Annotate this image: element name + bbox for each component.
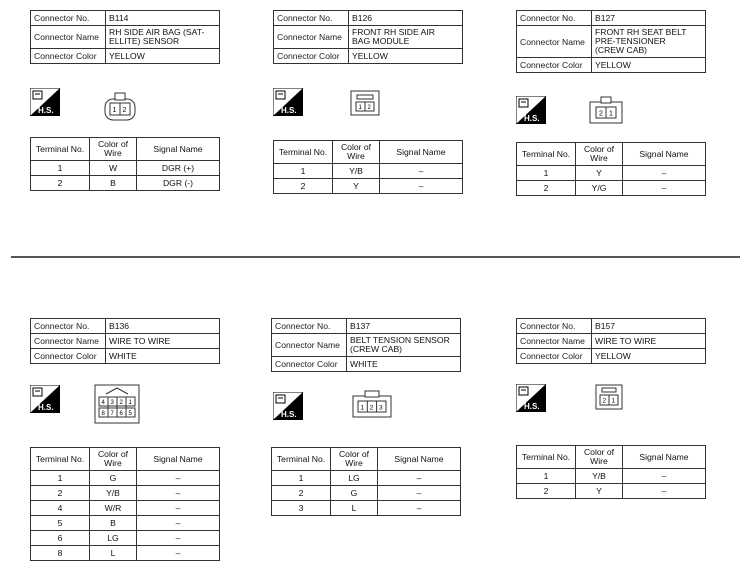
header-line: Color of [583, 144, 615, 154]
connector-name-value [592, 334, 706, 349]
terminal-table [30, 447, 220, 561]
wire-color: Y/B [576, 469, 623, 484]
table-row [274, 179, 463, 194]
info-row-color [31, 349, 220, 364]
terminal-no: 8 [31, 546, 90, 561]
header-line: Color of [97, 449, 129, 459]
connector-color-value: WHITE [106, 349, 220, 364]
pin-label: 3 [110, 400, 114, 406]
wire-color: B [90, 516, 137, 531]
terminal-table [271, 447, 461, 516]
col-signal-name: Signal Name [623, 143, 706, 166]
col-color-of-wire [576, 143, 623, 166]
terminal-table [30, 137, 220, 191]
table-row [517, 469, 706, 484]
label: Connector No. [31, 11, 106, 26]
wire-color: Y/B [333, 164, 380, 179]
table-row [31, 486, 220, 501]
name-line: ELLITE) SENSOR [109, 36, 180, 46]
terminal-no: 1 [517, 166, 576, 181]
signal-name: – [137, 501, 220, 516]
info-row-no [517, 11, 706, 26]
col-color-of-wire [331, 448, 378, 471]
harness-side-icon [516, 384, 546, 412]
pin-label: 3 [379, 404, 383, 412]
header-line: Color of [340, 142, 372, 152]
wire-color: Y/B [90, 486, 137, 501]
connector-info-table [30, 10, 220, 64]
table-row [274, 164, 463, 179]
connector-no-value: B127 [592, 11, 706, 26]
wire-color: Y [333, 179, 380, 194]
col-color-of-wire [90, 448, 137, 471]
info-row-color [272, 357, 461, 372]
table-row [31, 501, 220, 516]
name-line: FRONT RH SIDE AIR [352, 27, 435, 37]
connector-info-table [516, 318, 706, 364]
header-line: Wire [345, 458, 363, 468]
pin-label: 8 [101, 411, 105, 417]
col-terminal-no: Terminal No. [31, 138, 90, 161]
hs-label: H.S. [524, 402, 540, 411]
connector-info-table [30, 318, 220, 364]
header-line: Wire [590, 456, 608, 466]
wire-color: LG [90, 531, 137, 546]
signal-name: – [623, 469, 706, 484]
header-line: Wire [347, 151, 365, 161]
table-row [31, 546, 220, 561]
connector-b137-diagram [352, 390, 392, 418]
col-color-of-wire [90, 138, 137, 161]
label: Connector No. [272, 319, 347, 334]
col-color-of-wire [333, 141, 380, 164]
table-row [517, 181, 706, 196]
label: Connector Name [517, 26, 592, 58]
table-row [31, 531, 220, 546]
hs-label: H.S. [281, 410, 297, 419]
info-row-color [31, 49, 220, 64]
signal-name: DGR (-) [137, 176, 220, 191]
name-line: (CREW CAB) [350, 344, 403, 354]
info-row-no [31, 11, 220, 26]
info-row-no [272, 319, 461, 334]
wire-color: Y/G [576, 181, 623, 196]
info-row-color [517, 58, 706, 73]
name-line: FRONT RH SEAT BELT [595, 27, 687, 37]
name-line: WIRE TO WIRE [595, 335, 657, 346]
terminal-no: 2 [31, 486, 90, 501]
info-row-name [274, 26, 463, 49]
col-terminal-no: Terminal No. [31, 448, 90, 471]
harness-side-icon [516, 96, 546, 124]
table-row [272, 501, 461, 516]
connector-name-value [106, 26, 220, 49]
signal-name: – [137, 546, 220, 561]
connector-b126-panel [273, 10, 463, 64]
terminal-no: 2 [517, 181, 576, 196]
col-terminal-no: Terminal No. [274, 141, 333, 164]
pin-label: 2 [369, 404, 374, 412]
label: Connector No. [31, 319, 106, 334]
signal-name: – [137, 471, 220, 486]
terminal-no: 4 [31, 501, 90, 516]
connector-b127-panel [516, 10, 706, 73]
pin-label: 6 [119, 411, 123, 417]
pin-label: 2 [602, 397, 607, 405]
info-row-no [274, 11, 463, 26]
terminal-no: 2 [31, 176, 90, 191]
signal-name: – [623, 166, 706, 181]
terminal-table-b136 [30, 447, 220, 561]
header-line: Wire [104, 148, 122, 158]
table-row [31, 516, 220, 531]
label: Connector No. [517, 11, 592, 26]
terminal-no: 1 [517, 469, 576, 484]
connector-b137-panel [271, 318, 461, 372]
terminal-no: 1 [272, 471, 331, 486]
col-signal-name: Signal Name [623, 446, 706, 469]
name-line: PRE-TENSIONER [595, 36, 666, 46]
pin-label: 2 [119, 400, 123, 406]
terminal-no: 1 [31, 161, 90, 176]
connector-info-table [273, 10, 463, 64]
info-row-no [517, 319, 706, 334]
connector-b114-diagram [104, 92, 136, 122]
harness-side-icon [30, 385, 60, 413]
pin-label: 4 [101, 400, 105, 406]
table-row [31, 471, 220, 486]
connector-b136-diagram [94, 384, 140, 424]
wire-color: L [331, 501, 378, 516]
pin-label: 2 [599, 110, 603, 118]
col-signal-name: Signal Name [137, 138, 220, 161]
col-signal-name: Signal Name [380, 141, 463, 164]
terminal-table-b157 [516, 445, 706, 499]
connector-info-table [271, 318, 461, 372]
col-signal-name: Signal Name [378, 448, 461, 471]
header-line: Color of [338, 449, 370, 459]
terminal-no: 3 [272, 501, 331, 516]
pin-label: 2 [367, 105, 371, 111]
header-line: Color of [97, 139, 129, 149]
signal-name: – [137, 516, 220, 531]
connector-color-value: YELLOW [106, 49, 220, 64]
harness-side-icon [30, 88, 60, 116]
col-terminal-no: Terminal No. [517, 143, 576, 166]
label: Connector Name [517, 334, 592, 349]
connector-color-value: WHITE [347, 357, 461, 372]
terminal-table [516, 445, 706, 499]
header-line: Wire [590, 153, 608, 163]
terminal-no: 2 [517, 484, 576, 499]
terminal-header-row [517, 143, 706, 166]
label: Connector Color [31, 49, 106, 64]
terminal-header-row [274, 141, 463, 164]
connector-b136-panel [30, 318, 220, 364]
wire-color: Y [576, 484, 623, 499]
name-line: (CREW CAB) [595, 45, 648, 55]
table-row [272, 471, 461, 486]
connector-b126-diagram [350, 90, 380, 116]
name-line: BAG MODULE [352, 36, 410, 46]
wire-color: B [90, 176, 137, 191]
connector-color-value: YELLOW [349, 49, 463, 64]
info-row-no [31, 319, 220, 334]
col-terminal-no: Terminal No. [272, 448, 331, 471]
signal-name: – [380, 164, 463, 179]
pin-label: 1 [112, 107, 117, 114]
terminal-header-row [31, 448, 220, 471]
terminal-no: 1 [274, 164, 333, 179]
connector-no-value: B126 [349, 11, 463, 26]
info-row-name [517, 334, 706, 349]
label: Connector No. [517, 319, 592, 334]
connector-b157-diagram [595, 384, 623, 410]
name-line: BELT TENSION SENSOR [350, 335, 450, 345]
signal-name: – [137, 531, 220, 546]
terminal-no: 1 [31, 471, 90, 486]
terminal-table-b126 [273, 140, 463, 194]
wire-color: Y [576, 166, 623, 181]
signal-name: – [623, 181, 706, 196]
label: Connector Name [31, 334, 106, 349]
terminal-no: 2 [272, 486, 331, 501]
terminal-header-row [517, 446, 706, 469]
info-row-name [31, 334, 220, 349]
harness-side-icon [273, 392, 303, 420]
signal-name: – [380, 179, 463, 194]
label: Connector Color [517, 58, 592, 73]
terminal-header-row [272, 448, 461, 471]
signal-name: – [378, 471, 461, 486]
connector-b157-panel [516, 318, 706, 364]
pin-label: 1 [358, 105, 362, 111]
header-line: Color of [583, 447, 615, 457]
terminal-table [273, 140, 463, 194]
pin-label: 1 [609, 110, 613, 118]
terminal-table-b137 [271, 447, 461, 516]
wire-color: LG [331, 471, 378, 486]
connector-info-table [516, 10, 706, 73]
pin-label: 1 [128, 400, 132, 406]
signal-name: – [378, 501, 461, 516]
connector-no-value: B137 [347, 319, 461, 334]
connector-b114-panel [30, 10, 220, 64]
hs-label: H.S. [524, 114, 540, 123]
terminal-header-row [31, 138, 220, 161]
connector-no-value: B136 [106, 319, 220, 334]
table-row [517, 484, 706, 499]
pin-label: 1 [360, 404, 365, 412]
label: Connector No. [274, 11, 349, 26]
pin-label: 1 [611, 397, 616, 405]
terminal-no: 2 [274, 179, 333, 194]
wire-color: G [90, 471, 137, 486]
label: Connector Color [31, 349, 106, 364]
connector-no-value: B114 [106, 11, 220, 26]
connector-no-value: B157 [592, 319, 706, 334]
table-row [517, 166, 706, 181]
connector-name-value [347, 334, 461, 357]
connector-color-value: YELLOW [592, 58, 706, 73]
hs-label: H.S. [281, 106, 297, 115]
wire-color: W [90, 161, 137, 176]
header-line: Wire [104, 458, 122, 468]
signal-name: – [378, 486, 461, 501]
pin-label: 7 [110, 411, 114, 417]
section-divider [11, 256, 740, 258]
col-signal-name: Signal Name [137, 448, 220, 471]
terminal-no: 6 [31, 531, 90, 546]
connector-color-value: YELLOW [592, 349, 706, 364]
connector-name-value [592, 26, 706, 58]
table-row [31, 176, 220, 191]
terminal-table [516, 142, 706, 196]
signal-name: DGR (+) [137, 161, 220, 176]
label: Connector Name [272, 334, 347, 357]
label: Connector Name [31, 26, 106, 49]
info-row-name [31, 26, 220, 49]
name-line: WIRE TO WIRE [109, 335, 171, 346]
pin-label: 2 [122, 107, 127, 114]
info-row-color [274, 49, 463, 64]
pin-label: 5 [128, 411, 132, 417]
signal-name: – [623, 484, 706, 499]
connector-name-value [106, 334, 220, 349]
name-line: RH SIDE AIR BAG (SAT- [109, 27, 205, 37]
col-color-of-wire [576, 446, 623, 469]
connector-name-value [349, 26, 463, 49]
info-row-name [272, 334, 461, 357]
label: Connector Color [274, 49, 349, 64]
terminal-table-b114 [30, 137, 220, 191]
wire-color: G [331, 486, 378, 501]
info-row-name [517, 26, 706, 58]
harness-side-icon [273, 88, 303, 116]
table-row [31, 161, 220, 176]
signal-name: – [137, 486, 220, 501]
terminal-no: 5 [31, 516, 90, 531]
wire-color: L [90, 546, 137, 561]
terminal-table-b127 [516, 142, 706, 196]
connector-b127-diagram [589, 96, 623, 124]
label: Connector Name [274, 26, 349, 49]
table-row [272, 486, 461, 501]
hs-label: H.S. [38, 106, 54, 115]
info-row-color [517, 349, 706, 364]
label: Connector Color [272, 357, 347, 372]
wire-color: W/R [90, 501, 137, 516]
col-terminal-no: Terminal No. [517, 446, 576, 469]
hs-label: H.S. [38, 403, 54, 412]
label: Connector Color [517, 349, 592, 364]
